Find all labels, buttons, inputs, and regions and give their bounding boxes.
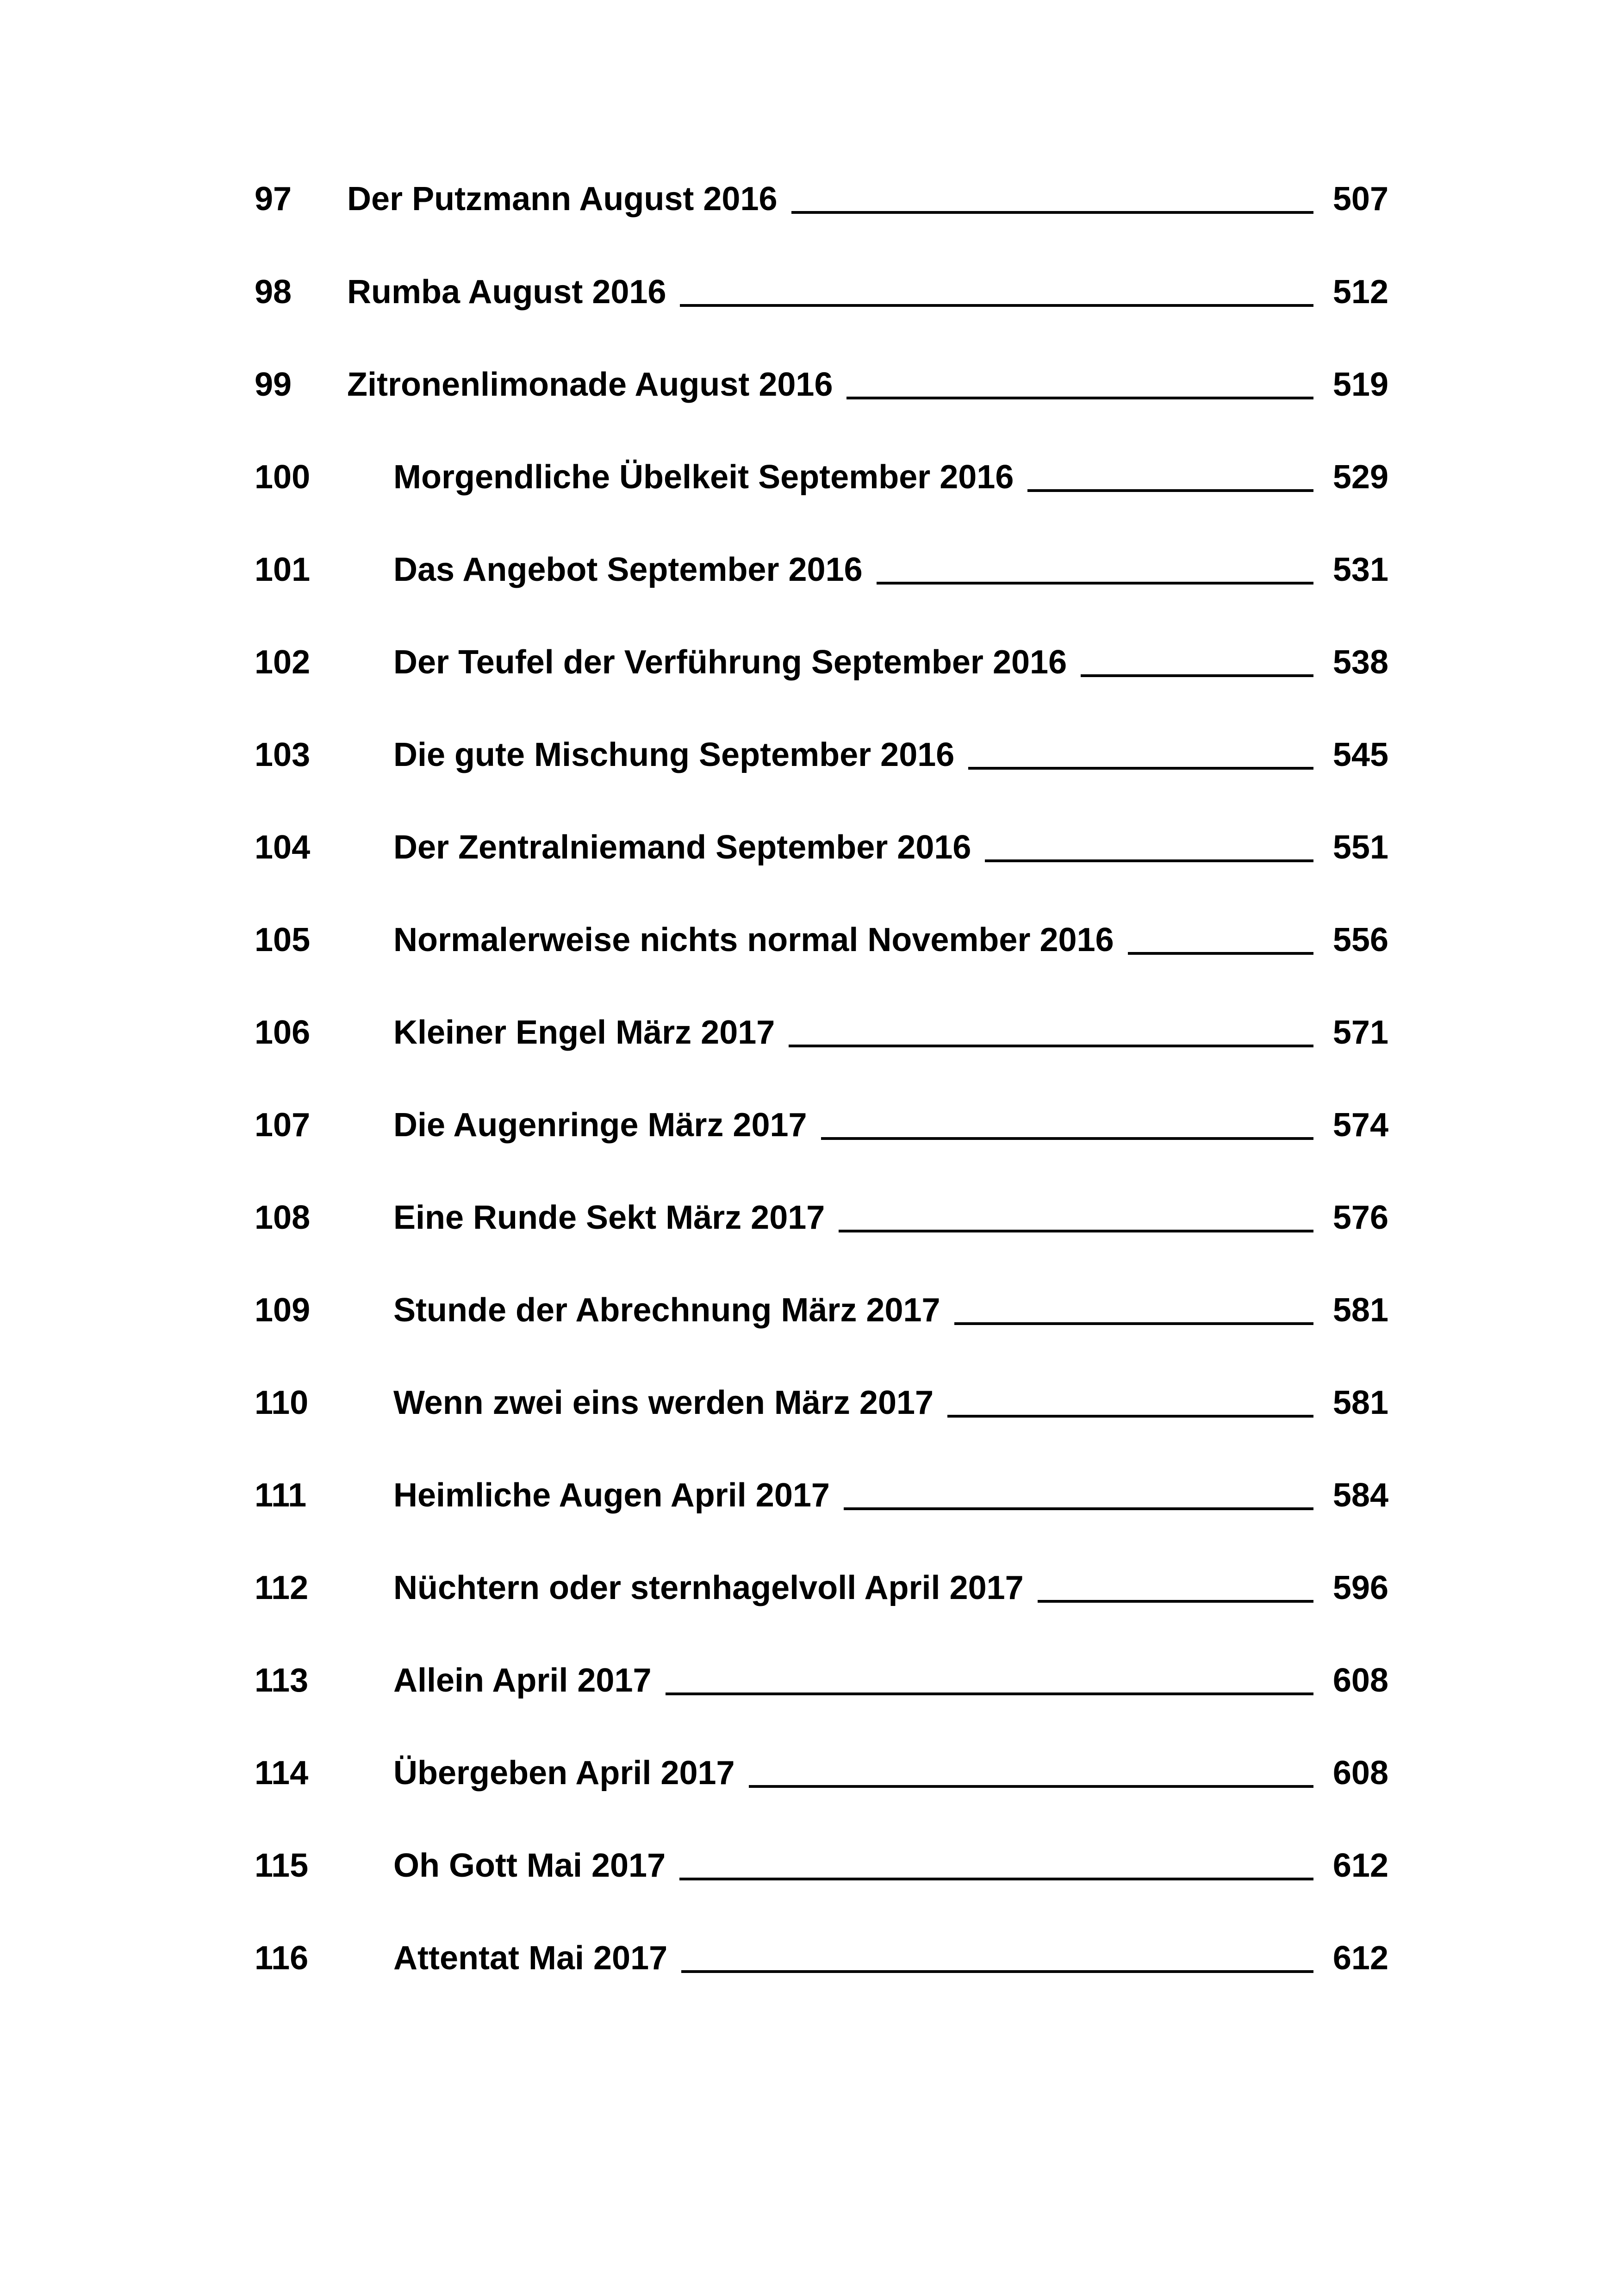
toc-leader-line <box>846 397 1313 399</box>
toc-entry-line <box>393 1838 1388 1893</box>
toc-entry <box>255 1190 1388 1245</box>
toc-entry-title: Morgendliche Übelkeit September 2016 <box>393 459 1014 496</box>
toc-entry-line <box>393 912 1388 968</box>
toc-leader-line <box>821 1137 1313 1140</box>
toc-entry-title: Die gute Mischung September 2016 <box>393 736 955 773</box>
toc-entry <box>255 1838 1388 1893</box>
toc-entry-line <box>393 1468 1388 1523</box>
toc-entry-line <box>393 1375 1388 1431</box>
toc-entry-line <box>347 357 1388 412</box>
toc-entry <box>255 1745 1388 1801</box>
toc-entry-page: 574 <box>1332 1107 1388 1144</box>
toc-entry-title: Nüchtern oder sternhagelvoll April 2017 <box>393 1569 1024 1606</box>
toc-entry-number: 106 <box>255 1014 311 1051</box>
toc-leader-line <box>954 1322 1313 1325</box>
toc-entry-line <box>393 1653 1388 1708</box>
toc-leader-line <box>968 767 1313 770</box>
toc-entry-line <box>393 635 1388 690</box>
toc-entry-title: Stunde der Abrechnung März 2017 <box>393 1292 940 1329</box>
toc-entry <box>255 264 1388 320</box>
toc-entry-title: Übergeben April 2017 <box>393 1755 735 1792</box>
toc-entry-page: 571 <box>1332 1014 1388 1051</box>
toc-entry <box>255 542 1388 597</box>
toc-entry-number: 100 <box>255 459 311 496</box>
toc-entry <box>255 635 1388 690</box>
toc-entry-title: Zitronenlimonade August 2016 <box>347 366 833 403</box>
toc-entry-title: Die Augenringe März 2017 <box>393 1107 807 1144</box>
toc-entry-title: Heimliche Augen April 2017 <box>393 1477 830 1514</box>
toc-leader-line <box>681 1970 1313 1973</box>
toc-entry-title: Der Teufel der Verführung September 2016 <box>393 644 1067 681</box>
toc-entry-number: 104 <box>255 829 311 866</box>
toc-entry-title: Normalerweise nichts normal November 2016 <box>393 921 1114 958</box>
toc-entry-page: 608 <box>1332 1755 1388 1792</box>
toc-entry-page: 612 <box>1332 1847 1388 1884</box>
toc-entry <box>255 1560 1388 1616</box>
toc-entry-page: 556 <box>1332 921 1388 958</box>
toc-leader-line <box>839 1230 1313 1232</box>
toc-leader-line <box>789 1045 1313 1047</box>
toc-entry <box>255 449 1388 505</box>
toc-entry-title: Der Putzmann August 2016 <box>347 180 778 218</box>
toc-entry <box>255 1468 1388 1523</box>
toc-entry-line <box>347 171 1388 227</box>
toc-entry-number: 107 <box>255 1107 311 1144</box>
toc-entry-line <box>393 1930 1388 1986</box>
toc-leader-line <box>749 1785 1313 1788</box>
toc-leader-line <box>666 1692 1313 1695</box>
toc-entry-page: 519 <box>1332 366 1388 403</box>
toc-entry-number: 101 <box>255 551 311 588</box>
toc-entry-page: 538 <box>1332 644 1388 681</box>
toc-entry-line <box>393 1560 1388 1616</box>
toc-entry-page: 529 <box>1332 459 1388 496</box>
toc-entry-number: 111 <box>255 1477 307 1514</box>
toc-entry <box>255 357 1388 412</box>
toc-entry-number: 112 <box>255 1569 309 1606</box>
toc-entry-page: 576 <box>1332 1199 1388 1236</box>
toc-entry-page: 512 <box>1332 274 1388 311</box>
toc-entry-page: 545 <box>1332 736 1388 773</box>
toc-entry-line <box>393 542 1388 597</box>
toc-entry-page: 584 <box>1332 1477 1388 1514</box>
toc-entry-title: Kleiner Engel März 2017 <box>393 1014 775 1051</box>
toc-entry-number: 98 <box>255 274 292 311</box>
toc-entry-line <box>393 1097 1388 1153</box>
toc-entry <box>255 820 1388 875</box>
toc-entry-page: 612 <box>1332 1940 1388 1977</box>
toc-entry-title: Wenn zwei eins werden März 2017 <box>393 1384 934 1421</box>
toc-entry-line <box>393 820 1388 875</box>
toc-entry-number: 103 <box>255 736 311 773</box>
toc-leader-line <box>1038 1600 1313 1603</box>
toc-entry-title: Allein April 2017 <box>393 1662 652 1699</box>
toc-entry-title: Rumba August 2016 <box>347 274 666 311</box>
toc-leader-line <box>791 211 1313 214</box>
toc-leader-line <box>679 1878 1313 1880</box>
toc-entry <box>255 1005 1388 1060</box>
toc-entry-line <box>393 1005 1388 1060</box>
toc-entry-number: 99 <box>255 366 292 403</box>
toc-leader-line <box>1128 952 1313 955</box>
toc-entry-title: Attentat Mai 2017 <box>393 1940 668 1977</box>
toc-entry <box>255 1282 1388 1338</box>
toc-entry-title: Eine Runde Sekt März 2017 <box>393 1199 825 1236</box>
toc-entry-page: 507 <box>1332 180 1388 218</box>
toc-leader-line <box>1081 674 1313 677</box>
toc-entry <box>255 1653 1388 1708</box>
toc-entry-line <box>393 727 1388 783</box>
toc-entry-page: 551 <box>1332 829 1388 866</box>
toc-entry-number: 108 <box>255 1199 311 1236</box>
toc-entry-number: 115 <box>255 1847 309 1884</box>
toc-entry-number: 109 <box>255 1292 311 1329</box>
toc-entry-title: Das Angebot September 2016 <box>393 551 863 588</box>
toc-entry-line <box>393 1190 1388 1245</box>
toc-entry <box>255 1097 1388 1153</box>
toc-entry <box>255 1930 1388 1986</box>
toc-leader-line <box>985 859 1313 862</box>
toc-entry-page: 596 <box>1332 1569 1388 1606</box>
toc-entry <box>255 1375 1388 1431</box>
toc-entry-page: 531 <box>1332 551 1388 588</box>
toc-entry-number: 97 <box>255 180 292 218</box>
toc-leader-line <box>877 582 1313 585</box>
toc-entry-number: 110 <box>255 1384 309 1421</box>
toc-entry-line <box>347 264 1388 320</box>
toc-entry-number: 114 <box>255 1755 309 1792</box>
toc-leader-line <box>947 1415 1313 1418</box>
toc-entry-number: 102 <box>255 644 311 681</box>
toc-leader-line <box>680 304 1313 307</box>
toc-entry <box>255 912 1388 968</box>
toc-entry-line <box>393 1745 1388 1801</box>
toc-leader-line <box>844 1507 1313 1510</box>
toc-entry-title: Der Zentralniemand September 2016 <box>393 829 971 866</box>
toc-leader-line <box>1027 489 1313 492</box>
toc-entry-line <box>393 1282 1388 1338</box>
toc-entry <box>255 171 1388 227</box>
toc-entry <box>255 727 1388 783</box>
toc-entry-number: 116 <box>255 1940 309 1977</box>
toc-entry-page: 581 <box>1332 1384 1388 1421</box>
toc-entry-number: 105 <box>255 921 311 958</box>
toc-entry-title: Oh Gott Mai 2017 <box>393 1847 666 1884</box>
toc-entry-number: 113 <box>255 1662 309 1699</box>
toc-entry-line <box>393 449 1388 505</box>
toc-entry-page: 608 <box>1332 1662 1388 1699</box>
toc-entry-page: 581 <box>1332 1292 1388 1329</box>
